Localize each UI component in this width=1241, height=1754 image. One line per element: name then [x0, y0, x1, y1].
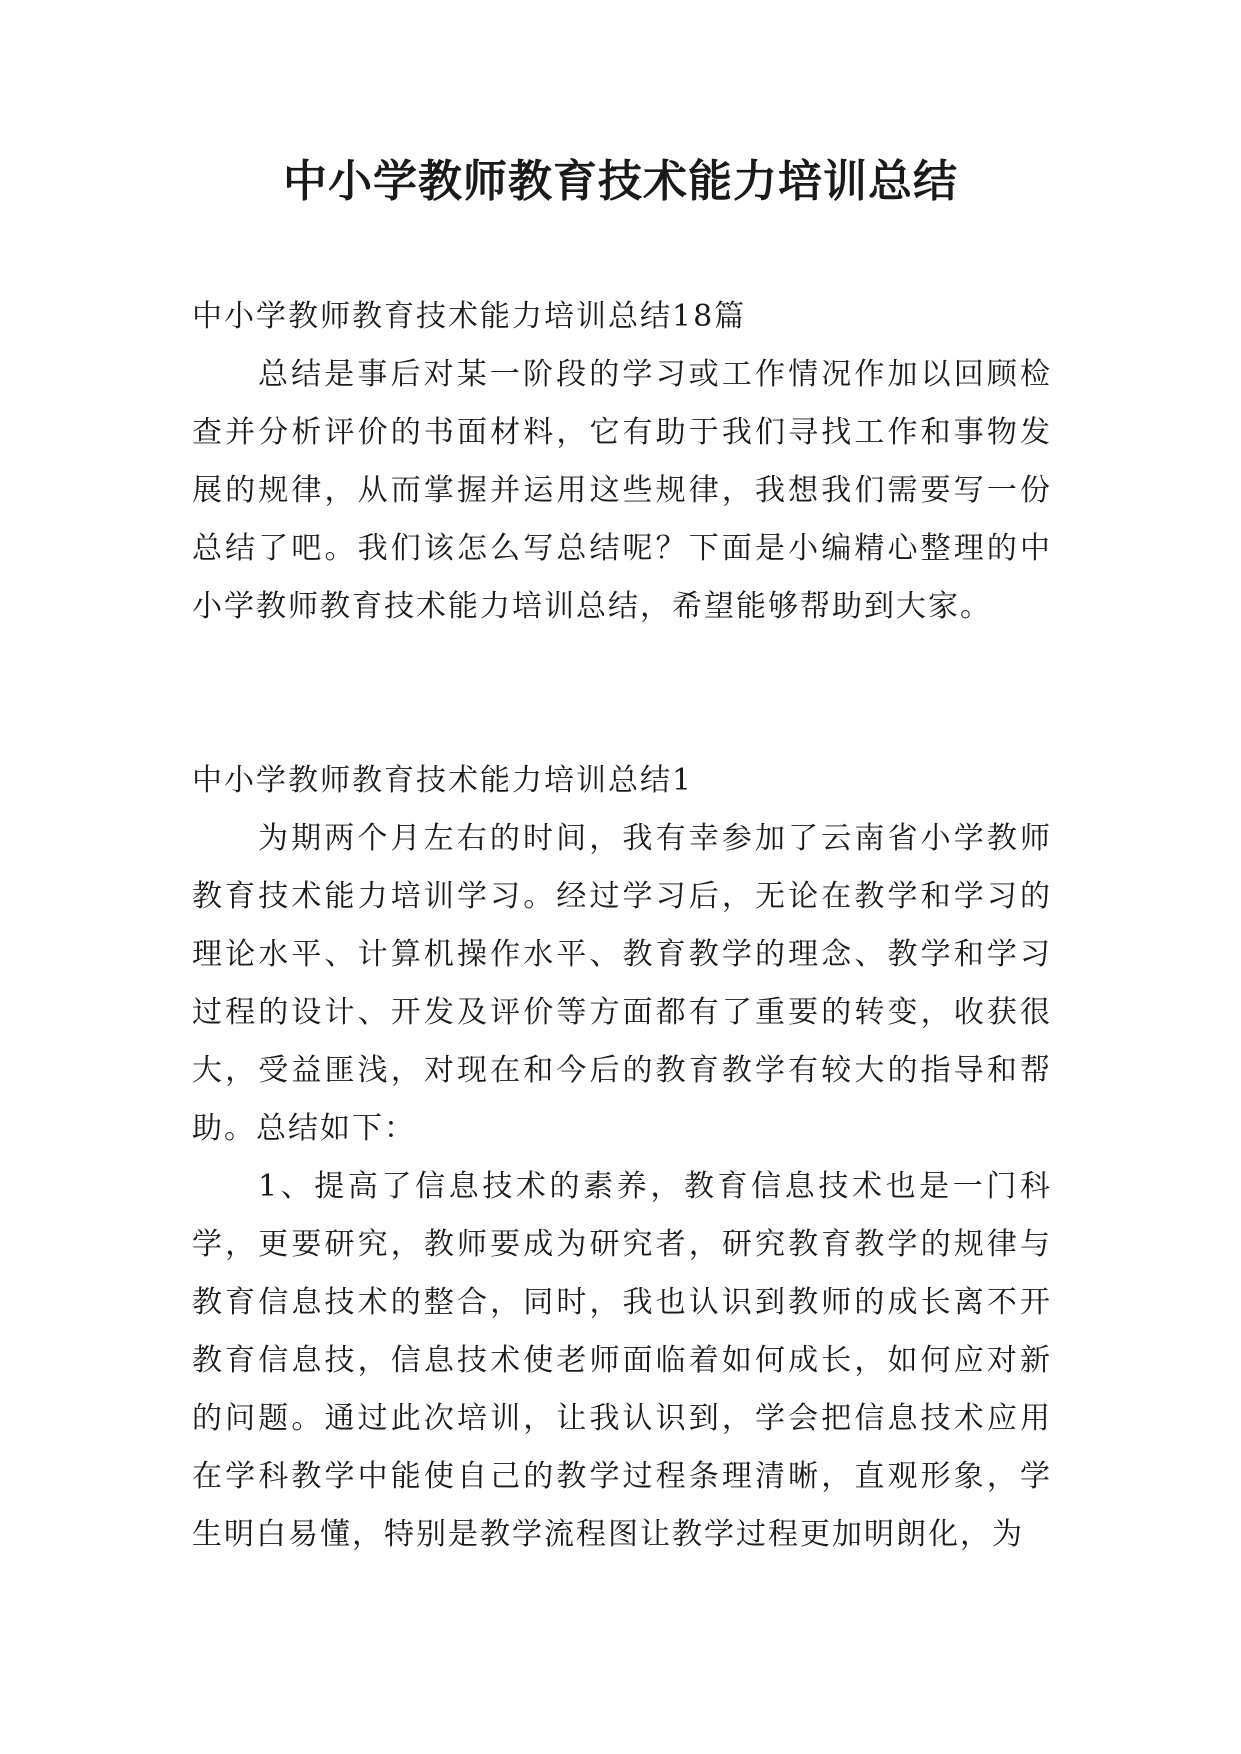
section1-paragraph-2: 1、提高了信息技术的素养，教育信息技术也是一门科学，更要研究，教师要成为研究者，研究教育教学的规律与教育信息技术的整合，同时，我也认识到教师的成长离不开教育信息技，信息技术使老师面临着如何成长，如何应对新的问题。通过此次培训，让我认识到，学会把信息技术应用在学科教学中能使自己的教学过程条理清晰，直观形象，学生明白易懂，特别是教学流程图让教学过程更加明朗化，为 — [192, 1169, 1052, 1552]
document-title: 中小学教师教育技术能力培训总结 — [283, 156, 958, 207]
intro-heading: 中小学教师教育技术能力培训总结18篇 — [192, 299, 747, 334]
section1-paragraph-1: 为期两个月左右的时间，我有幸参加了云南省小学教师教育技术能力培训学习。经过学习后，无论在教学和学习的理论水平、计算机操作水平、教育教学的理念、教学和学习过程的设计、开发及评价等方面都有了重要的转变，收获很大，受益匪浅，对现在和今后的教育教学有较大的指导和帮助。总结如下： — [192, 821, 1052, 1146]
intro-paragraph: 总结是事后对某一阶段的学习或工作情况作加以回顾检查并分析评价的书面材料，它有助于我们寻找工作和事物发展的规律，从而掌握并运用这些规律，我想我们需要写一份总结了吧。我们该怎么写总结呢？下面是小编精心整理的中小学教师教育技术能力培训总结，希望能够帮助到大家。 — [192, 357, 1052, 624]
document-body — [192, 288, 1052, 1564]
section1-heading: 中小学教师教育技术能力培训总结1 — [192, 763, 694, 798]
section-spacer — [192, 636, 1052, 752]
